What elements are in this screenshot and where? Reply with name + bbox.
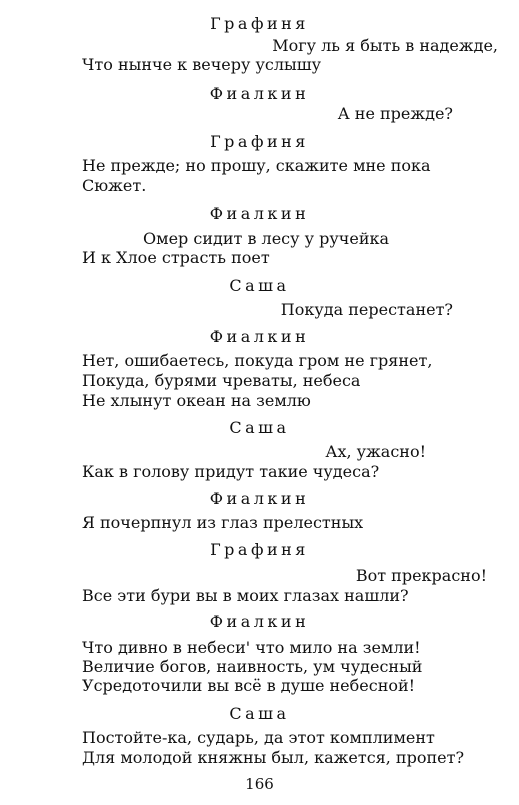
verse-line: Как в голову придут такие чудеса?: [82, 462, 380, 481]
speaker-name: Фиалкин: [209, 612, 310, 631]
verse-line: Что дивно в небеси' что мило на земли!: [82, 638, 421, 657]
speaker-name: Фиалкин: [209, 84, 310, 103]
verse-line: Усредоточили вы всё в душе небесной!: [82, 676, 416, 695]
verse-line: И к Хлое страсть поет: [82, 248, 270, 267]
verse-line: Что нынче к вечеру услышу: [82, 55, 322, 74]
verse-line: Не прежде; но прошу, скажите мне пока: [82, 156, 431, 175]
verse-line: Покуда, бурями чреваты, небеса: [82, 371, 361, 390]
speaker-name: Саша: [229, 418, 290, 437]
verse-line: Сюжет.: [82, 176, 147, 195]
speaker-name: Фиалкин: [209, 327, 310, 346]
verse-line: Все эти бури вы в моих глазах нашли?: [82, 586, 409, 605]
speaker-name: Графиня: [210, 132, 309, 151]
verse-line: Омер сидит в лесу у ручейка: [143, 229, 390, 248]
verse-line: Ах, ужасно!: [325, 442, 426, 461]
verse-line: Могу ль я быть в надежде,: [272, 36, 498, 55]
speaker-name: Саша: [229, 704, 290, 723]
verse-line: А не прежде?: [337, 104, 453, 123]
speaker-name: Графиня: [210, 14, 309, 33]
verse-line: Нет, ошибаетесь, покуда гром не грянет,: [82, 351, 433, 370]
verse-line: Я почерпнул из глаз прелестных: [82, 513, 364, 532]
speaker-name: Фиалкин: [209, 204, 310, 223]
verse-line: Для молодой княжны был, кажется, пропет?: [82, 748, 465, 767]
speaker-name: Фиалкин: [209, 489, 310, 508]
page-number: 166: [245, 775, 274, 793]
verse-line: Покуда перестанет?: [280, 300, 453, 319]
verse-line: Вот прекрасно!: [355, 566, 487, 585]
speaker-name: Саша: [229, 276, 290, 295]
speaker-name: Графиня: [210, 540, 309, 559]
verse-line: Постойте-ка, сударь, да этот комплимент: [82, 728, 435, 747]
verse-line: Величие богов, наивность, ум чудесный: [82, 657, 423, 676]
verse-line: Не хлынут океан на землю: [82, 391, 311, 410]
